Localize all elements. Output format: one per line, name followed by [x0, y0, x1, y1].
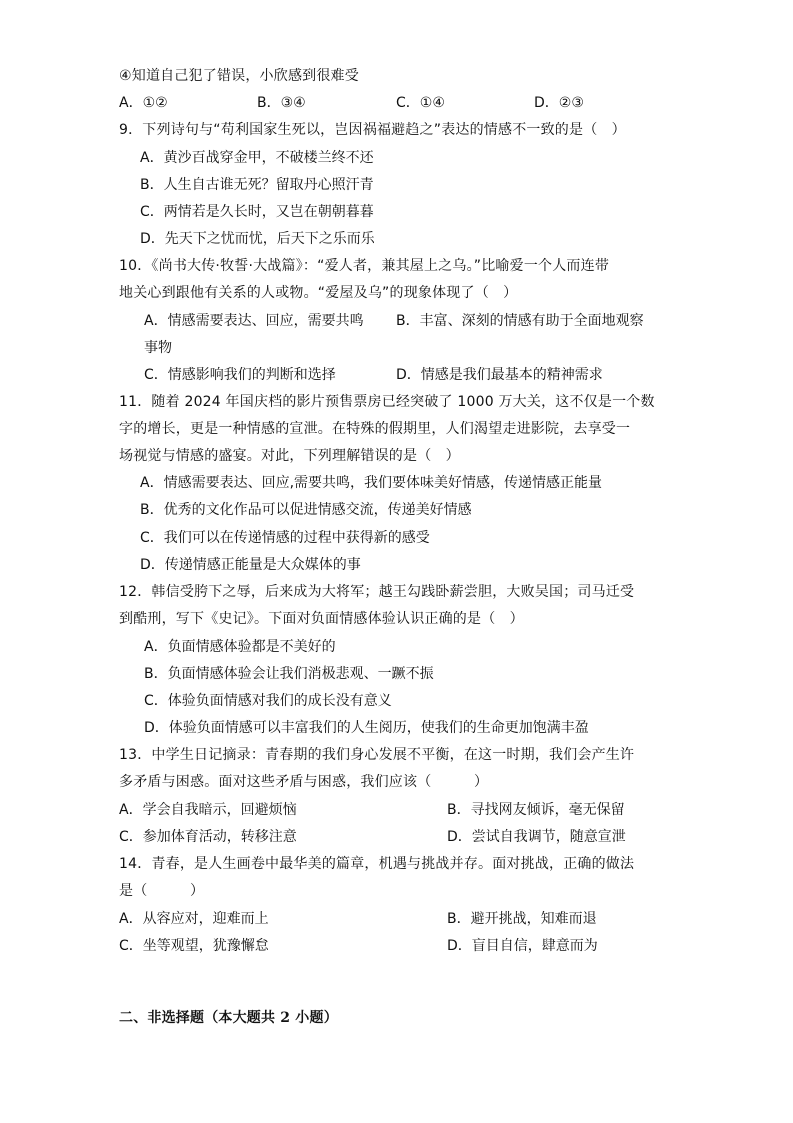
q10-option-d: D．情感是我们最基本的精神需求 [396, 367, 603, 383]
q9-stem: 9．下列诗句与“苟利国家生死以，岂因祸福避趋之”表达的情感不一致的是（ ） [119, 122, 626, 138]
q10-stem-line-2: 地关心到跟他有关系的人或物。“爱屋及乌”的现象体现了（ ） [119, 285, 518, 301]
q10-option-b: B．丰富、深刻的情感有助于全面地观察 [396, 313, 644, 329]
q14-option-c: C．坐等观望，犹豫懈怠 [119, 938, 269, 954]
q8-option-b: B．③④ [257, 95, 306, 111]
q10-stem-line-1: 10．《尚书大传·牧誓·大战篇》：“爱人者，兼其屋上之乌。”比喻爱一个人而连带 [119, 258, 610, 274]
q8-option-d: D．②③ [534, 95, 584, 111]
q13-option-b: B．寻找网友倾诉，毫无保留 [447, 802, 625, 818]
q10-option-b-continued: 事物 [144, 340, 172, 356]
q11-option-c: C．我们可以在传递情感的过程中获得新的感受 [140, 530, 430, 546]
section-2-heading: 二、非选择题（本大题共 2 小题） [119, 1010, 338, 1026]
q9-option-a: A．黄沙百战穿金甲，不破楼兰终不还 [140, 150, 374, 166]
q14-option-b: B．避开挑战，知难而退 [447, 911, 597, 927]
q14-option-a: A．从容应对，迎难而上 [119, 911, 269, 927]
q11-stem-line-1: 11．随着 2024 年国庆档的影片预售票房已经突破了 1000 万大关，这不仅是一个数 [119, 394, 655, 410]
q8-option-c: C．①④ [396, 95, 445, 111]
q11-stem-line-3: 场视觉与情感的盛宴。对此，下列理解错误的是（ ） [119, 448, 460, 464]
q11-option-b: B．优秀的文化作品可以促进情感交流，传递美好情感 [140, 502, 472, 518]
q14-stem-line-2: 是（ ） [119, 883, 205, 899]
q13-option-c: C．参加体育活动，转移注意 [119, 829, 297, 845]
q13-stem-line-2: 多矛盾与困惑。面对这些矛盾与困惑，我们应该（ ） [119, 774, 489, 790]
q14-option-d: D．盲目自信，肆意而为 [447, 938, 598, 954]
q9-option-b: B．人生自古谁无死？留取丹心照汗青 [140, 177, 374, 193]
q10-option-a: A．情感需要表达、回应，需要共鸣 [144, 313, 364, 329]
q11-option-d: D．传递情感正能量是大众媒体的事 [140, 557, 361, 573]
q8-statement-4: ④知道自己犯了错误，小欣感到很难受 [119, 68, 359, 84]
q12-option-a: A．负面情感体验都是不美好的 [144, 639, 336, 655]
q9-option-d: D．先天下之忧而忧，后天下之乐而乐 [140, 231, 375, 247]
q11-option-a: A．情感需要表达、回应,需要共鸣，我们要体味美好情感，传递情感正能量 [140, 475, 603, 491]
q12-option-b: B．负面情感体验会让我们消极悲观、一蹶不振 [144, 666, 434, 682]
q13-stem-line-1: 13．中学生日记摘录：青春期的我们身心发展不平衡，在这一时期，我们会产生许 [119, 747, 635, 763]
q12-option-d: D．体验负面情感可以丰富我们的人生阅历，使我们的生命更加饱满丰盈 [144, 720, 589, 736]
q12-stem-line-1: 12．韩信受胯下之辱，后来成为大将军；越王勾践卧薪尝胆，大败吴国；司马迁受 [119, 584, 635, 600]
q12-option-c: C．体验负面情感对我们的成长没有意义 [144, 693, 392, 709]
q12-stem-line-2: 到酷刑，写下《史记》。下面对负面情感体验认识正确的是（ ） [119, 611, 524, 627]
q13-option-d: D．尝试自我调节，随意宣泄 [447, 829, 626, 845]
q8-option-a: A．①② [119, 95, 168, 111]
q14-stem-line-1: 14．青春，是人生画卷中最华美的篇章，机遇与挑战并存。面对挑战，正确的做法 [119, 856, 635, 872]
q10-option-c: C．情感影响我们的判断和选择 [144, 367, 336, 383]
q9-option-c: C．两情若是久长时，又岂在朝朝暮暮 [140, 204, 374, 220]
q13-option-a: A．学会自我暗示，回避烦恼 [119, 802, 297, 818]
q11-stem-line-2: 字的增长，更是一种情感的宣泄。在特殊的假期里，人们渴望走进影院，去享受一 [119, 421, 631, 437]
